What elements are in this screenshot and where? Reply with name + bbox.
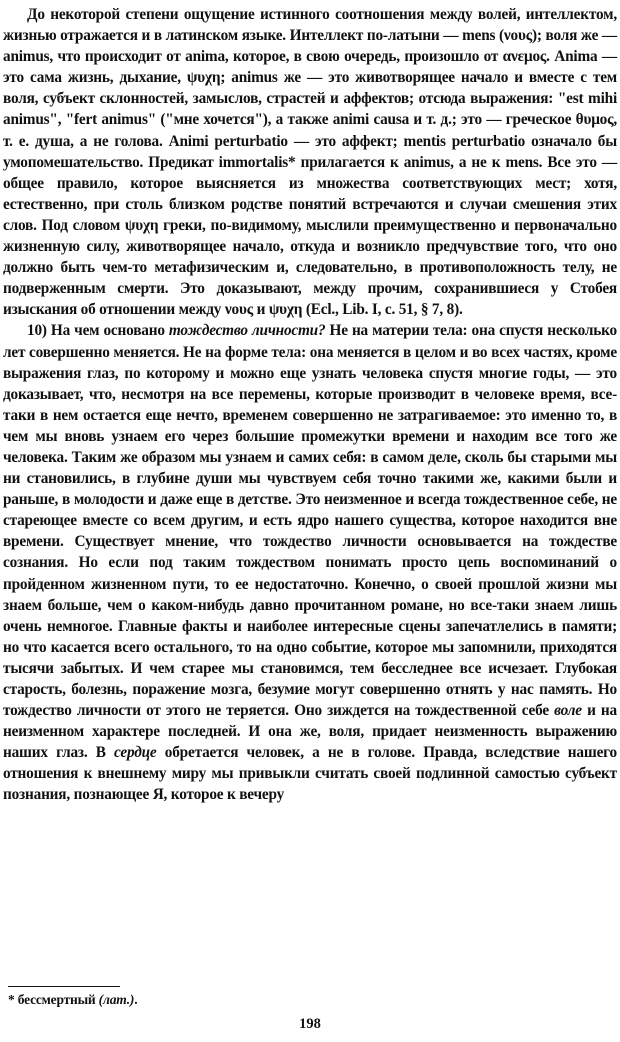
page-number: 198 (299, 1016, 321, 1032)
paragraph-text: прилагается к animus, а не к mens. Все это — общее правило, которое выясняется из множества соответствующих мест; хотя, естественно, при столь близком родстве понятий встречаются и случаи смешения этих слов. Под словом ψυχη греки, по-видимому, мыслили преимущественно и первоначально жизненную силу, животворящее начало, откуда и возникло предчувствие того, что оно должно быть чем-то метафизическим и, следовательно, в противоположность телу, не подверженным смерти. Это доказывают, между прочим, сохранившиеся у Стобея изыскания об отношении между νους и ψυχη (Ecl., Lib. I, c. 51, § 7, 8). (3, 153, 618, 319)
paragraph-text: До некоторой степени ощущение истинного соотношения между волей, интеллектом, жизнью отражается и в латинском языке. Интеллект по-латыни — mens (νους); воля же — animus, что происходит от anima, которое, в свою очередь, произошло от ανεμος. Anima — это сама жизнь, дыхание, ψυχη; animus же — это животворящее начало и вместе с тем воля, субъект склонностей, замыслов, страстей и аффектов; отсюда выражения: "est mihi animus", "fert animus" ("мне хочется"), а также animi causa и т. д.; это — греческое θυμος, т. е. душа, а не голова. Animi perturbatio — это аффект; mentis perturbatio означало бы умопомешательство. Предикат immortalis (3, 6, 617, 171)
paragraph-personal-identity (3, 320, 617, 805)
italic-word: воле (554, 702, 582, 720)
footnote-text: бессмертный (14, 992, 99, 1007)
paragraph-text: Не на материи тела: она спустя несколько лет совершенно меняется. Не на форме тела: она меняется в целом и во всех частях, кроме выражения глаз, по которому и можно еще узнать человека спустя многие годы, — это доказывает, что, несмотря на все перемены, которые производит в человеке время, все-таки в нем остается еще нечто, временем совершенно не затрагиваемое: это именно то, в чем мы вновь узнаем его через большие промежутки времени и находим все того же человека. Таким же образом мы узнаем и самих себя: в самом деле, сколь бы старыми мы ни становились, в глубине души мы чувствуем себя точно такими же, какими были и раньше, в молодости и даже еще в детстве. Это неизменное и всегда тождественное себе, не стареющее вместе со всем другим, и есть ядро нашего существа, которое находится вне времени. Существует мнение, что тождество личности основывается на тождестве сознания. Но если под таким тождеством понимать просто цепь воспоминаний о пройденном жизненном пути, то ее недостаточно. Конечно, о своей прошлой жизни мы знаем больше, чем о каком-нибудь давно прочитанном романе, но все-таки знаем лишь очень немногое. Главные факты и наиболее интересные сцены запечатлелись в памяти; но что касается всего остального, то на одно событие, которое мы запомнили, приходятся тысячи забытых. И чем старее мы становимся, тем бесследнее все исчезает. Глубокая старость, болезнь, поражение мозга, безумие могут совершенно отнять у нас память. Но тождество личности от этого не теряется. Оно зиждется на тождественной себе (3, 322, 617, 720)
footnote-marker: * (288, 153, 296, 171)
italic-phrase: тождество личности? (168, 322, 326, 340)
paragraph-latin-terms (3, 4, 617, 320)
paragraph-text: 10) На чем основано (27, 322, 169, 340)
paragraph-text: обретается человек, а не в голове. Правда, вследствие нашего отношения к внешнему миру мы привыкли считать своей подлинной самостью субъект познания, познающее Я, которое к вечеру (3, 744, 617, 804)
footnote-lang: (лат.) (98, 992, 135, 1007)
footnote-end: . (134, 992, 138, 1007)
paragraph-text: и на неизменном характере последней. И она же, воля, придает неизменность выражению наших глаз. В (3, 702, 617, 762)
footnote-marker: * (8, 992, 15, 1007)
footnote-divider (8, 986, 120, 987)
footnote (8, 992, 137, 1008)
page-body (3, 4, 617, 806)
italic-word: сердце (114, 744, 157, 762)
